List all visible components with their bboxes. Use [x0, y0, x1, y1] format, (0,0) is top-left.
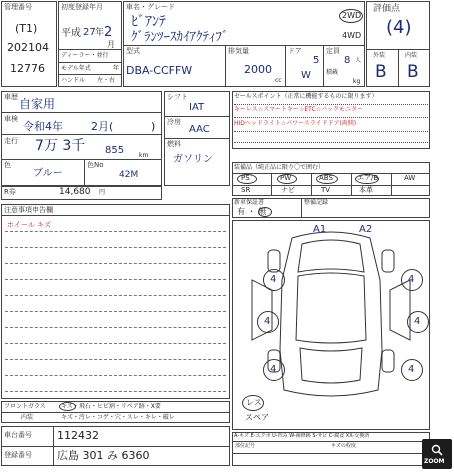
sales-line-2: HIDヘッドライト☆パワースライドドア(両側) [234, 120, 357, 127]
name-label: 車名・グレード [126, 3, 175, 11]
drive-2wd: 2WD [342, 11, 362, 20]
notes-label: 注意事項申告欄 [4, 206, 53, 214]
shaken-month: 2月( [91, 120, 114, 133]
mark-4-5: 4 [270, 364, 277, 375]
model-year-label: モデル年式 [61, 65, 91, 72]
seating-label: 定員 [326, 47, 340, 55]
dealer-label: ディーラー・並行 [61, 52, 109, 59]
shift-value: IAT [189, 102, 205, 113]
shift-label: シフト [167, 93, 188, 101]
stock-value: 112432 [57, 429, 99, 442]
score-label: 評価点 [373, 4, 401, 14]
front-option-circle [59, 402, 76, 411]
equip-leather: 本革 [359, 186, 373, 194]
mark-a2: A2 [359, 224, 373, 235]
equip-pw: PW [280, 174, 292, 182]
score-value: (4) [386, 17, 412, 38]
kanri-line-2: 202104 [7, 41, 49, 54]
seating-value: 8 [344, 55, 351, 66]
color-no-label: 色No [87, 161, 104, 169]
code-row-2a: 部位記号 [235, 443, 256, 449]
interior-label: 内装 [21, 414, 34, 421]
year-unit: 年 [95, 28, 105, 38]
spare-label: スペア [245, 413, 269, 422]
auction-sheet [1, 1, 451, 471]
name-line-1: ﾋﾞｱﾝﾃ [131, 14, 166, 30]
mark-a1: A1 [313, 224, 327, 235]
code-row-1: A-キズ E-エクボ U-凹み W-補修跡 S-サビ C-腐食 XX-交換済 [234, 433, 370, 439]
equip-abs: ABS [319, 174, 333, 182]
mark-4-1: 4 [270, 274, 277, 285]
shaken-month-close: ) [151, 120, 156, 133]
interior-options: キズ・汚レ・コゲ・穴・スレ・キレ・破レ [61, 414, 175, 421]
door-value: 5 [313, 55, 320, 66]
equip-airbag: エア/B [357, 174, 379, 182]
door-label: ドア [288, 47, 302, 55]
stock-label: 車台番号 [4, 431, 32, 439]
equip-ps: PS [241, 174, 250, 182]
exterior-label: 外装 [373, 52, 386, 59]
zoom-button[interactable] [422, 439, 452, 469]
load-label: 積載 [326, 69, 339, 76]
plate-value: 広島 301 み 6360 [57, 449, 150, 462]
name-line-2: ｸﾞﾗﾝﾂｰｽｶｲｱｸﾃｨﾌﾞ [131, 30, 229, 45]
mileage-unit: km [139, 152, 149, 159]
month-unit: 月 [107, 40, 115, 49]
front-options: キズ・飛石・ヒビ割・リペア跡・X要 [61, 403, 161, 410]
kanri-line-3: 12776 [10, 62, 45, 75]
zoom-label: ZOOM [424, 458, 445, 465]
shape-value: W [301, 70, 311, 81]
color-no-value: 42M [119, 170, 139, 180]
displacement-value: 2000 [244, 63, 272, 76]
plate-label: 登録番号 [4, 451, 32, 459]
displacement-unit: cc [275, 77, 282, 84]
front-label: フロントガラス [4, 403, 46, 410]
month-value: 2 [104, 25, 113, 40]
type-label: 型式 [126, 47, 140, 55]
record-label: 整備記録 [304, 199, 329, 206]
recycle-unit: 円 [99, 189, 106, 196]
mileage-label: 走行 [4, 137, 18, 145]
fuel-value: ガソリン [173, 154, 213, 165]
color-value: ブルー [33, 168, 63, 179]
era-text: 平成 [61, 28, 81, 39]
interior-label: 内装 [405, 52, 418, 59]
notes-box [1, 204, 230, 399]
handle-value: 左・右 [97, 77, 116, 84]
warranty-value: 有 ・ 無 [237, 207, 267, 216]
load-unit: kg [353, 78, 361, 85]
mark-4-4: 4 [414, 316, 421, 327]
recycle-value: 14,680 [59, 187, 91, 197]
code-row-2b: キズの程度 [331, 443, 356, 449]
kanri-label: 管理番号 [4, 3, 32, 11]
sales-label: セールスポイント（正常に機能するものに限ります） [234, 93, 378, 100]
shaken-label: 車検 [4, 115, 18, 123]
equipment-label: 装備品（純正品に限り〇で囲む） [234, 164, 325, 171]
kanri-line-1: (T1) [15, 22, 38, 35]
mark-4-6: 4 [408, 364, 415, 375]
warranty-label: 新車保証書 [234, 199, 265, 206]
equip-sr: SR [241, 186, 251, 194]
handle-label: ハンドル [61, 77, 86, 84]
shaken-value: 令和4年 [23, 120, 63, 133]
year-value: 27 [83, 27, 96, 38]
fuel-label: 燃料 [167, 140, 181, 148]
mark-4-2: 4 [408, 274, 415, 285]
sales-line-1: キーレス☆スマートキー☆ETC☆バックモニター [234, 106, 364, 113]
ac-label: 冷房 [167, 118, 181, 126]
equip-tv: TV [321, 186, 331, 194]
ac-value: AAC [189, 124, 210, 135]
exterior-value: B [375, 62, 387, 82]
color-label: 色 [4, 161, 11, 169]
first-reg-label: 初度登録年月 [61, 3, 103, 11]
warranty-circle [258, 207, 272, 217]
mark-4-3: 4 [264, 316, 271, 327]
spare-circle-text: レス [246, 398, 262, 407]
history-label: 車歴 [4, 93, 18, 101]
model-year-unit: 年 [113, 65, 120, 72]
displacement-label: 排気量 [228, 47, 249, 55]
magnifier-icon [431, 444, 443, 456]
drive-4wd: 4WD [342, 31, 362, 40]
seating-unit: 人 [355, 57, 362, 64]
notes-content: ホイール キズ [7, 221, 51, 229]
mileage-value: 7万 3千 [35, 138, 86, 154]
equip-aw: AW [404, 174, 416, 182]
history-value: 自家用 [19, 97, 56, 111]
recycle-label: R券 [4, 188, 16, 196]
type-value: DBA-CCFFW [126, 64, 193, 77]
mileage-sub: 855 [105, 145, 125, 156]
equip-navi: ナビ [281, 186, 295, 194]
interior-value: B [407, 62, 419, 82]
